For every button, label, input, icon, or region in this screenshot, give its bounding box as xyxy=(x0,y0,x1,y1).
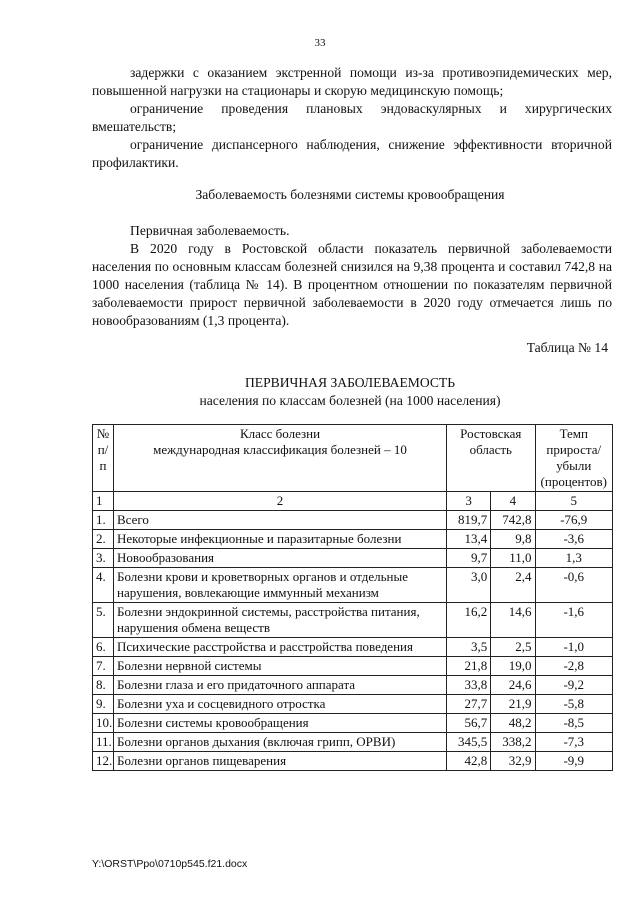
row-number: 3. xyxy=(93,549,114,568)
growth-rate: -9,2 xyxy=(535,676,612,695)
value-2020: 742,8 xyxy=(491,511,535,530)
value-2020: 24,6 xyxy=(491,676,535,695)
row-number: 2. xyxy=(93,530,114,549)
subheading-primary-morbidity: Первичная заболеваемость. xyxy=(130,223,290,238)
page-number: 33 xyxy=(314,37,326,49)
table-row xyxy=(93,549,613,568)
row-number: 10. xyxy=(93,714,114,733)
col-number: 1 xyxy=(93,492,114,511)
table-row xyxy=(93,695,613,714)
value-2020: 11,0 xyxy=(491,549,535,568)
morbidity-table xyxy=(92,424,613,771)
disease-class: Новообразования xyxy=(114,549,447,568)
col-number: 2 xyxy=(114,492,447,511)
row-number: 11. xyxy=(93,733,114,752)
header-class: Класс болезни международная классификация болезней – 10 xyxy=(114,425,447,492)
value-2019: 345,5 xyxy=(447,733,491,752)
header-rate: Темп прироста/ убыли (процентов) xyxy=(535,425,612,492)
table-body xyxy=(93,511,613,771)
col-number: 4 xyxy=(491,492,535,511)
value-2020: 48,2 xyxy=(491,714,535,733)
disease-class: Болезни эндокринной системы, расстройства питания, нарушения обмена веществ xyxy=(114,603,447,638)
disease-class: Болезни органов дыхания (включая грипп, ОРВИ) xyxy=(114,733,447,752)
row-number: 9. xyxy=(93,695,114,714)
disease-class: Болезни нервной системы xyxy=(114,657,447,676)
growth-rate: -7,3 xyxy=(535,733,612,752)
paragraph-delays: задержки с оказанием экстренной помощи из-за противоэпидемических мер, повышенной нагрузки на стационары и скорую медицинскую помощь; xyxy=(92,65,612,98)
header-region: Ростовская область xyxy=(447,425,536,492)
table-row xyxy=(93,511,613,530)
table-header-row xyxy=(93,425,613,492)
value-2020: 21,9 xyxy=(491,695,535,714)
disease-class: Болезни глаза и его придаточного аппарата xyxy=(114,676,447,695)
value-2019: 42,8 xyxy=(447,752,491,771)
value-2020: 2,4 xyxy=(491,568,535,603)
value-2019: 3,0 xyxy=(447,568,491,603)
table-row xyxy=(93,568,613,603)
table-row xyxy=(93,714,613,733)
value-2019: 3,5 xyxy=(447,638,491,657)
disease-class: Болезни крови и кроветворных органов и отдельные нарушения, вовлекающие иммунный механизм xyxy=(114,568,447,603)
growth-rate: -76,9 xyxy=(535,511,612,530)
value-2019: 56,7 xyxy=(447,714,491,733)
growth-rate: -5,8 xyxy=(535,695,612,714)
table-subtitle: населения по классам болезней (на 1000 населения) xyxy=(199,393,501,408)
table-label: Таблица № 14 xyxy=(526,340,608,355)
value-2019: 27,7 xyxy=(447,695,491,714)
col-number: 5 xyxy=(535,492,612,511)
section-title: Заболеваемость болезнями системы кровообращения xyxy=(195,187,505,202)
paragraph-body: В 2020 году в Ростовской области показатель первичной заболеваемости населения по основным классам болезней снизился на 9,38 процента и составил 742,8 на 1000 населения (таблица № 14). В процентном отношении по показателям первичной заболеваемости прирост первичной заболеваемости в 2020 году отмечается лишь по новообразованиям (1,3 процента). xyxy=(92,241,612,328)
disease-class: Болезни органов пищеварения xyxy=(114,752,447,771)
value-2019: 9,7 xyxy=(447,549,491,568)
table-row xyxy=(93,530,613,549)
growth-rate: -3,6 xyxy=(535,530,612,549)
col-number: 3 xyxy=(447,492,491,511)
value-2020: 32,9 xyxy=(491,752,535,771)
value-2020: 14,6 xyxy=(491,603,535,638)
row-number: 1. xyxy=(93,511,114,530)
table-row xyxy=(93,752,613,771)
disease-class: Всего xyxy=(114,511,447,530)
growth-rate: -1,0 xyxy=(535,638,612,657)
value-2019: 16,2 xyxy=(447,603,491,638)
table-row xyxy=(93,638,613,657)
row-number: 8. xyxy=(93,676,114,695)
table-title: ПЕРВИЧНАЯ ЗАБОЛЕВАЕМОСТЬ xyxy=(244,375,456,390)
row-number: 12. xyxy=(93,752,114,771)
growth-rate: -1,6 xyxy=(535,603,612,638)
growth-rate: -0,6 xyxy=(535,568,612,603)
row-number: 4. xyxy=(93,568,114,603)
value-2020: 338,2 xyxy=(491,733,535,752)
growth-rate: -9,9 xyxy=(535,752,612,771)
header-num: № п/п xyxy=(93,425,114,492)
value-2020: 2,5 xyxy=(491,638,535,657)
disease-class: Болезни уха и сосцевидного отростка xyxy=(114,695,447,714)
value-2020: 9,8 xyxy=(491,530,535,549)
disease-class: Некоторые инфекционные и паразитарные болезни xyxy=(114,530,447,549)
table-row xyxy=(93,603,613,638)
value-2019: 33,8 xyxy=(447,676,491,695)
growth-rate: -8,5 xyxy=(535,714,612,733)
disease-class: Болезни системы кровообращения xyxy=(114,714,447,733)
footer-file-path: Y:\ORST\Ppo\0710p545.f21.docx xyxy=(92,858,248,870)
growth-rate: -2,8 xyxy=(535,657,612,676)
growth-rate: 1,3 xyxy=(535,549,612,568)
value-2019: 13,4 xyxy=(447,530,491,549)
row-number: 5. xyxy=(93,603,114,638)
value-2019: 21,8 xyxy=(447,657,491,676)
column-number-row xyxy=(93,492,613,511)
table-row xyxy=(93,676,613,695)
value-2020: 19,0 xyxy=(491,657,535,676)
disease-class: Психические расстройства и расстройства поведения xyxy=(114,638,447,657)
value-2019: 819,7 xyxy=(447,511,491,530)
table-row xyxy=(93,733,613,752)
row-number: 7. xyxy=(93,657,114,676)
table-row xyxy=(93,657,613,676)
paragraph-limitation-dispensary: ограничение диспансерного наблюдения, снижение эффективности вторичной профилактики. xyxy=(92,137,612,170)
row-number: 6. xyxy=(93,638,114,657)
paragraph-limitation-surgery: ограничение проведения плановых эндоваскулярных и хирургических вмешательств; xyxy=(92,101,612,134)
